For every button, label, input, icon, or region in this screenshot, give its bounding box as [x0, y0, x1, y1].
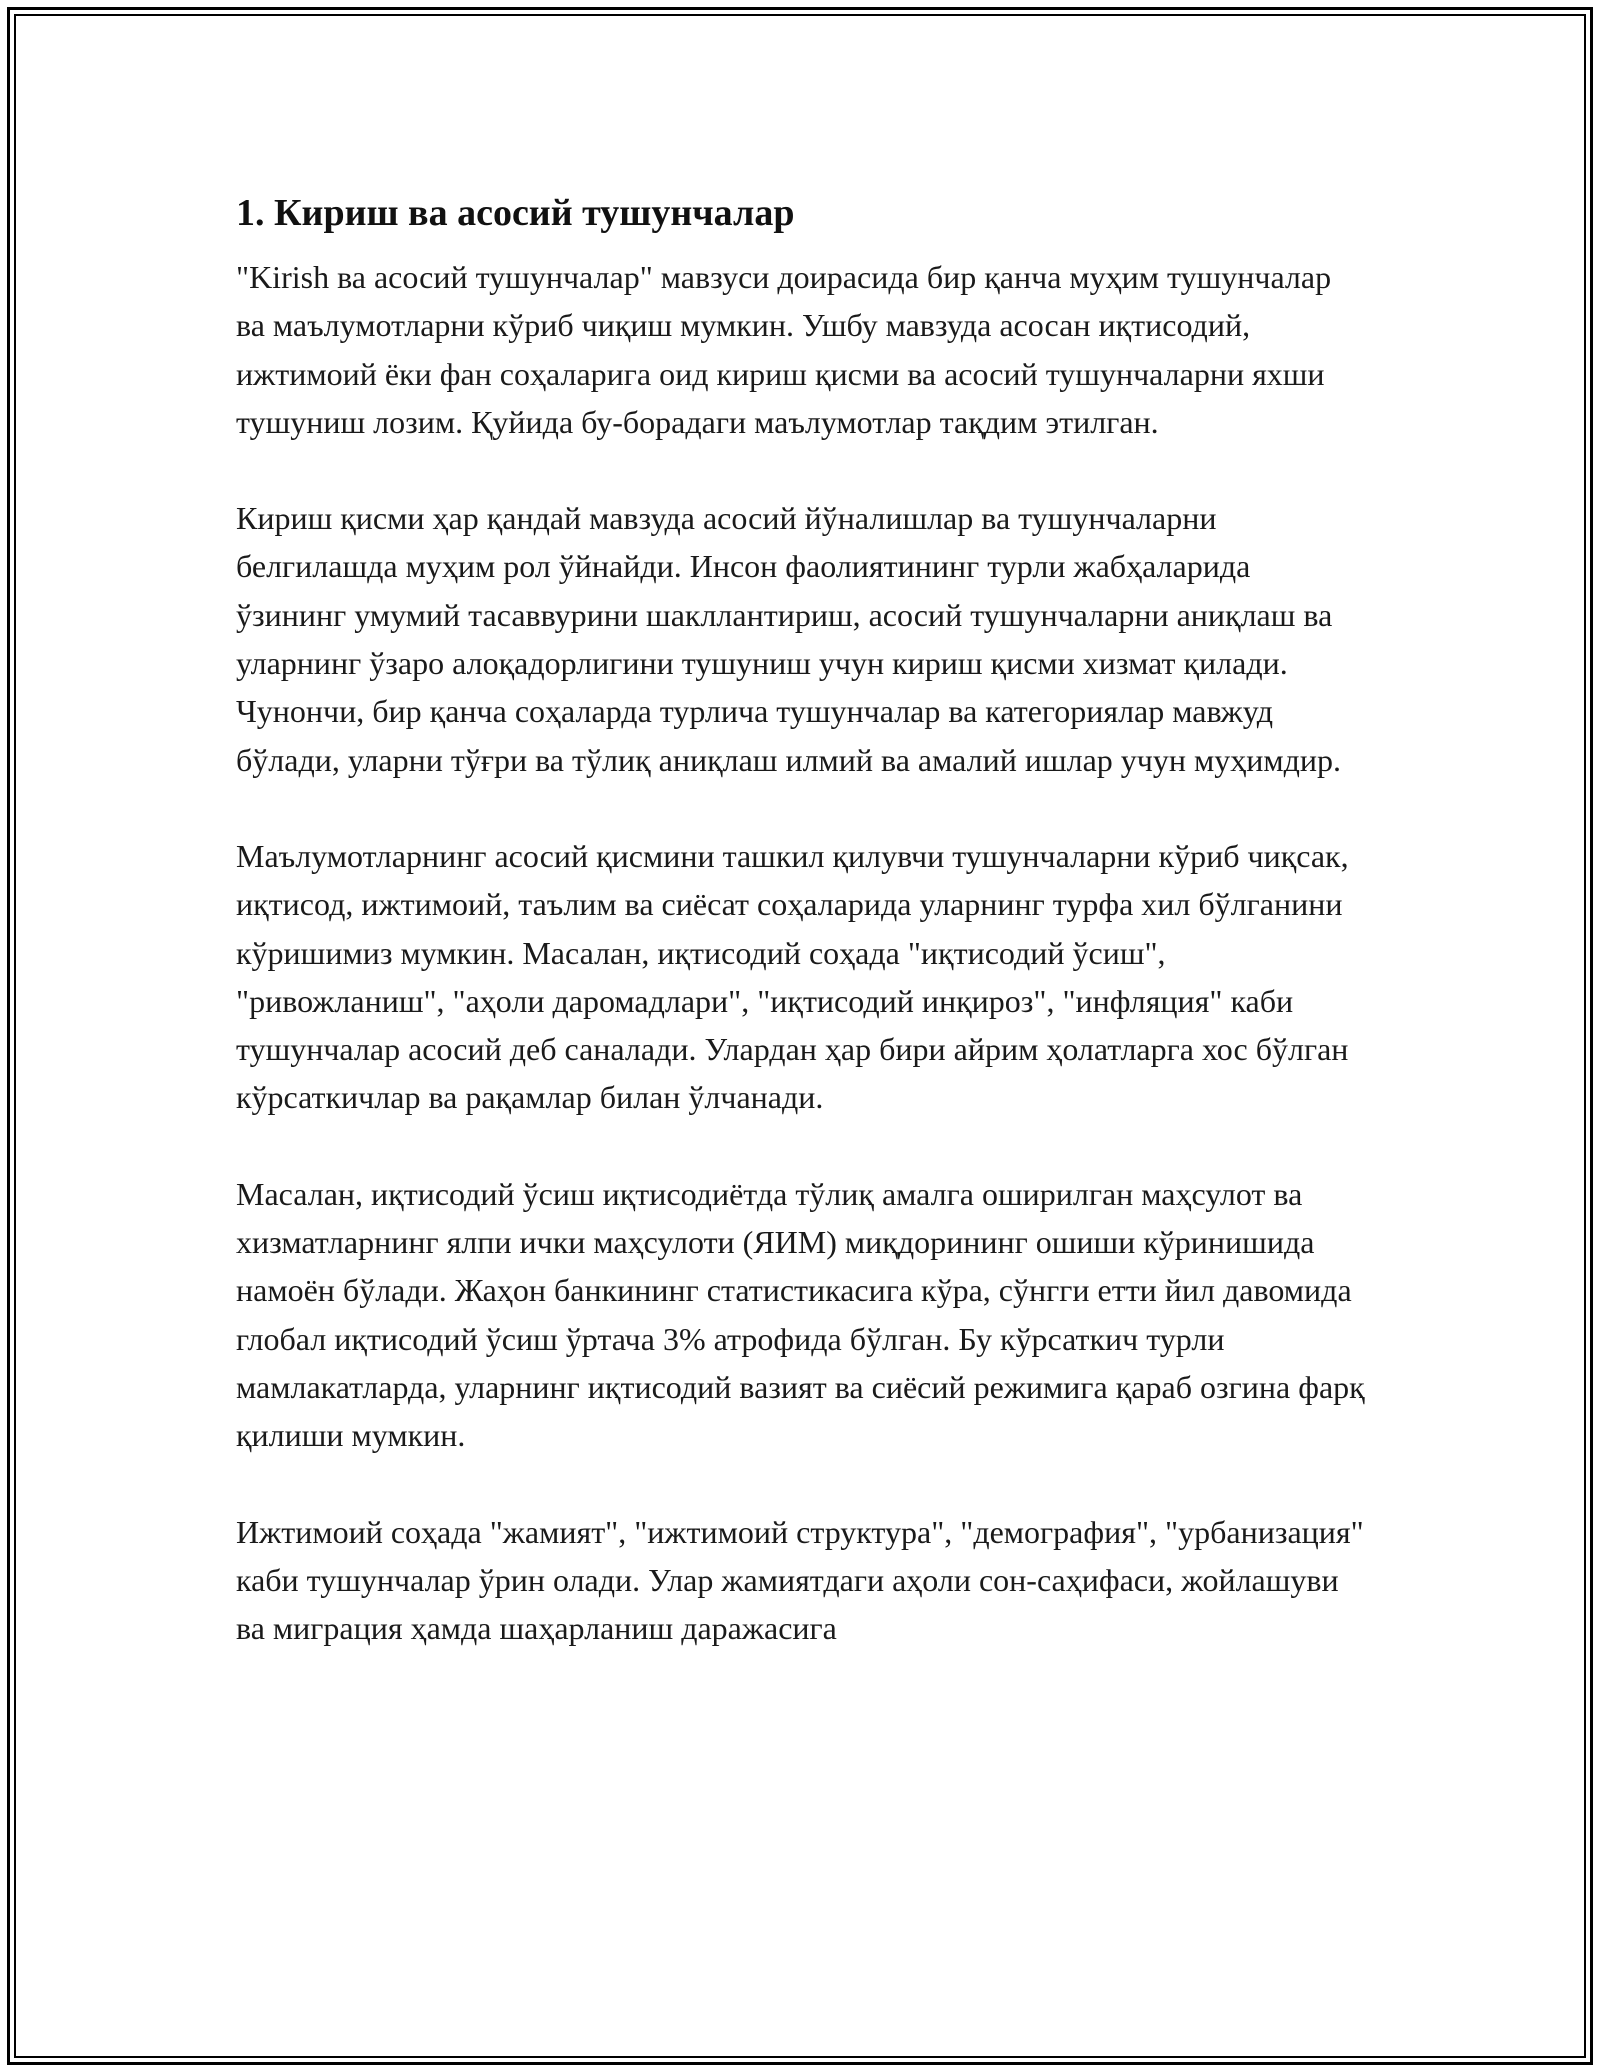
- paragraph-key-concepts: Маълумотларнинг асосий қисмини ташкил қилувчи тушунчаларни кўриб чиқсак, иқтисод, ижтимоий, таълим ва сиёсат соҳаларида уларнинг турфа хил бўлганини кўришимиз мумкин. Масалан, иқтисодий соҳада "иқтисодий ўсиш", "ривожланиш", "аҳоли даромадлари", "иқтисодий инқироз", "инфляция" каби тушунчалар асосий деб саналади. Улардан ҳар бири айрим ҳолатларга хос бўлган кўрсаткичлар ва рақамлар билан ўлчанади.: [236, 837, 1349, 1116]
- paragraph-economic-growth: Масалан, иқтисодий ўсиш иқтисодиётда тўлиқ амалга оширилган маҳсулот ва хизматларнинг ялпи ички маҳсулоти (ЯИМ) миқдорининг ошиши кўринишида намоён бўлади. Жаҳон банкининг статистикасига кўра, сўнгги етти йил давомида глобал иқтисодий ўсиш ўртача 3% атрофида бўлган. Бу кўрсаткич турли мамлакатларда, уларнинг иқтисодий вазият ва сиёсий режимига қараб озгина фарқ қилиши мумкин.: [236, 1175, 1365, 1454]
- paragraph-introduction-role: Кириш қисми ҳар қандай мавзуда асосий йўналишлар ва тушунчаларни белгилашда муҳим рол ўйнайди. Инсон фаолиятининг турли жабҳаларида ўзининг умумий тасаввурини шакллантириш, асосий тушунчаларни аниқлаш ва уларнинг ўзаро алоқадорлигини тушуниш учун кириш қисми хизмат қилади. Чунончи, бир қанча соҳаларда турлича тушунчалар ва категориялар мавжуд бўлади, уларни тўғри ва тўлиқ аниқлаш илмий ва амалий ишлар учун муҳимдир.: [236, 500, 1342, 778]
- paragraph-social-sphere: Ижтимоий соҳада "жамият", "ижтимоий структура", "демография", "урбанизация" каби тушунчалар ўрин олади. Улар жамиятдаги аҳоли сон-саҳифаси, жойлашуви ва миграция ҳамда шаҳарланиш даражасига: [236, 1513, 1364, 1647]
- section-heading: 1. Кириш ва асосий тушунчалар: [236, 192, 795, 234]
- paragraph-intro: "Kirish ва асосий тушунчалар" мавзуси доирасида бир қанча муҳим тушунчалар ва маълумотларни кўриб чиқиш мумкин. Ушбу мавзуда асосан иқтисодий, ижтимоий ёки фан соҳаларига оид кириш қисми ва асосий тушунчаларни яхши тушуниш лозим. Қуйида бу-борадаги маълумотлар тақдим этилган.: [236, 259, 1332, 440]
- document-body: [236, 185, 1366, 1700]
